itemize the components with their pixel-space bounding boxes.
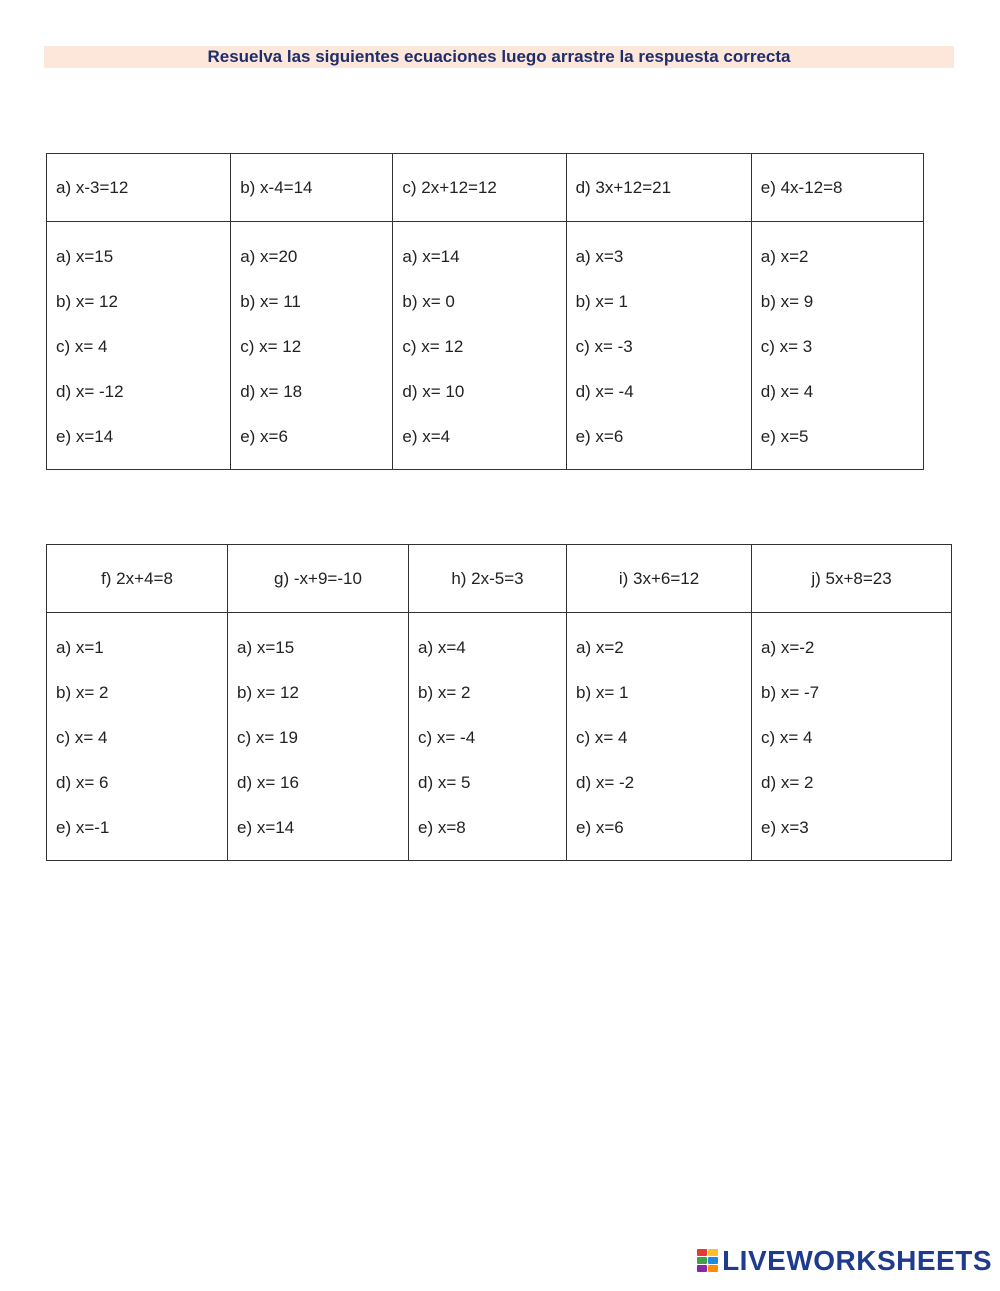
answer-options-cell bbox=[409, 613, 567, 861]
answer-option[interactable]: d) x= 6 bbox=[56, 773, 109, 792]
equation-cell: g) -x+9=-10 bbox=[228, 545, 409, 613]
answer-option[interactable]: b) x= 9 bbox=[760, 292, 814, 311]
answer-option[interactable]: c) x= 12 bbox=[240, 337, 302, 356]
answer-option[interactable]: e) x=6 bbox=[576, 818, 624, 837]
equations-table-1 bbox=[46, 153, 924, 470]
answer-option[interactable]: d) x= 16 bbox=[237, 773, 299, 792]
answer-option[interactable]: d) x= 18 bbox=[240, 382, 303, 401]
answer-option[interactable]: b) x= 1 bbox=[576, 683, 629, 702]
answer-option[interactable]: c) x= -3 bbox=[575, 337, 633, 356]
equation-cell: c) 2x+12=12 bbox=[393, 154, 566, 222]
equation-cell: f) 2x+4=8 bbox=[47, 545, 228, 613]
answer-option[interactable]: b) x= 2 bbox=[418, 683, 471, 702]
answer-option[interactable]: e) x=5 bbox=[760, 427, 809, 446]
answer-option[interactable]: e) x=8 bbox=[418, 818, 466, 837]
answer-option[interactable]: b) x= 2 bbox=[56, 683, 109, 702]
answer-option[interactable]: d) x= 5 bbox=[418, 773, 471, 792]
liveworksheets-brand bbox=[697, 1247, 992, 1275]
liveworksheets-logo-icon bbox=[697, 1249, 719, 1273]
equation-cell: e) 4x-12=8 bbox=[751, 154, 923, 222]
options-row bbox=[47, 613, 952, 861]
answer-option[interactable]: e) x=-1 bbox=[56, 818, 110, 837]
answer-option[interactable]: a) x=15 bbox=[56, 247, 114, 266]
answer-option[interactable]: b) x= 12 bbox=[56, 292, 118, 311]
answer-options-cell bbox=[751, 222, 923, 470]
answer-option[interactable]: a) x=15 bbox=[237, 638, 295, 657]
answer-options-cell bbox=[393, 222, 566, 470]
answer-option[interactable]: e) x=6 bbox=[240, 427, 288, 446]
equations-row bbox=[47, 545, 952, 613]
answer-option[interactable]: c) x= 4 bbox=[56, 337, 108, 356]
answer-options-cell bbox=[566, 222, 751, 470]
answer-option[interactable]: b) x= 12 bbox=[237, 683, 299, 702]
answer-option[interactable]: d) x= 4 bbox=[760, 382, 814, 401]
answer-option[interactable]: d) x= -12 bbox=[56, 382, 124, 401]
answer-option[interactable]: a) x=1 bbox=[56, 638, 104, 657]
equation-cell: a) x-3=12 bbox=[47, 154, 231, 222]
answer-options-cell bbox=[47, 613, 228, 861]
answer-option[interactable]: c) x= 12 bbox=[402, 337, 464, 356]
answer-option[interactable]: b) x= 0 bbox=[402, 292, 455, 311]
answer-options-cell bbox=[567, 613, 752, 861]
options-row bbox=[47, 222, 924, 470]
answer-option[interactable]: c) x= 4 bbox=[576, 728, 628, 747]
equations-table-2 bbox=[46, 544, 952, 861]
answer-option[interactable]: a) x=20 bbox=[240, 247, 298, 266]
answer-option[interactable]: b) x= 11 bbox=[240, 292, 301, 311]
answer-option[interactable]: a) x=2 bbox=[760, 247, 809, 266]
answer-option[interactable]: c) x= 4 bbox=[56, 728, 108, 747]
equation-cell: i) 3x+6=12 bbox=[567, 545, 752, 613]
answer-option[interactable]: c) x= 19 bbox=[237, 728, 298, 747]
answer-option[interactable]: d) x= -2 bbox=[576, 773, 635, 792]
answer-option[interactable]: b) x= -7 bbox=[761, 683, 820, 702]
answer-option[interactable]: c) x= 4 bbox=[761, 728, 813, 747]
answer-option[interactable]: a) x=3 bbox=[575, 247, 624, 266]
equations-row bbox=[47, 154, 924, 222]
equation-cell: j) 5x+8=23 bbox=[752, 545, 952, 613]
answer-option[interactable]: c) x= 3 bbox=[760, 337, 813, 356]
answer-option[interactable]: a) x=2 bbox=[576, 638, 624, 657]
answer-options-cell bbox=[228, 613, 409, 861]
answer-options-cell bbox=[752, 613, 952, 861]
answer-option[interactable]: c) x= -4 bbox=[418, 728, 476, 747]
equation-cell: h) 2x-5=3 bbox=[409, 545, 567, 613]
brand-name: LIVEWORKSHEETS bbox=[722, 1245, 992, 1276]
page-title: Resuelva las siguientes ecuaciones luego arrastre la respuesta correcta bbox=[44, 46, 954, 68]
answer-option[interactable]: e) x=6 bbox=[575, 427, 624, 446]
answer-options-cell bbox=[47, 222, 231, 470]
answer-option[interactable]: e) x=4 bbox=[402, 427, 451, 446]
answer-option[interactable]: d) x= 2 bbox=[761, 773, 814, 792]
answer-option[interactable]: e) x=14 bbox=[56, 427, 114, 446]
answer-option[interactable]: a) x=4 bbox=[418, 638, 466, 657]
answer-option[interactable]: b) x= 1 bbox=[575, 292, 629, 311]
answer-option[interactable]: a) x=-2 bbox=[761, 638, 815, 657]
answer-option[interactable]: a) x=14 bbox=[402, 247, 460, 266]
answer-option[interactable]: e) x=14 bbox=[237, 818, 295, 837]
answer-options-cell bbox=[231, 222, 393, 470]
answer-option[interactable]: d) x= 10 bbox=[402, 382, 465, 401]
equation-cell: b) x-4=14 bbox=[231, 154, 393, 222]
equation-cell: d) 3x+12=21 bbox=[566, 154, 751, 222]
answer-option[interactable]: e) x=3 bbox=[761, 818, 809, 837]
answer-option[interactable]: d) x= -4 bbox=[575, 382, 634, 401]
